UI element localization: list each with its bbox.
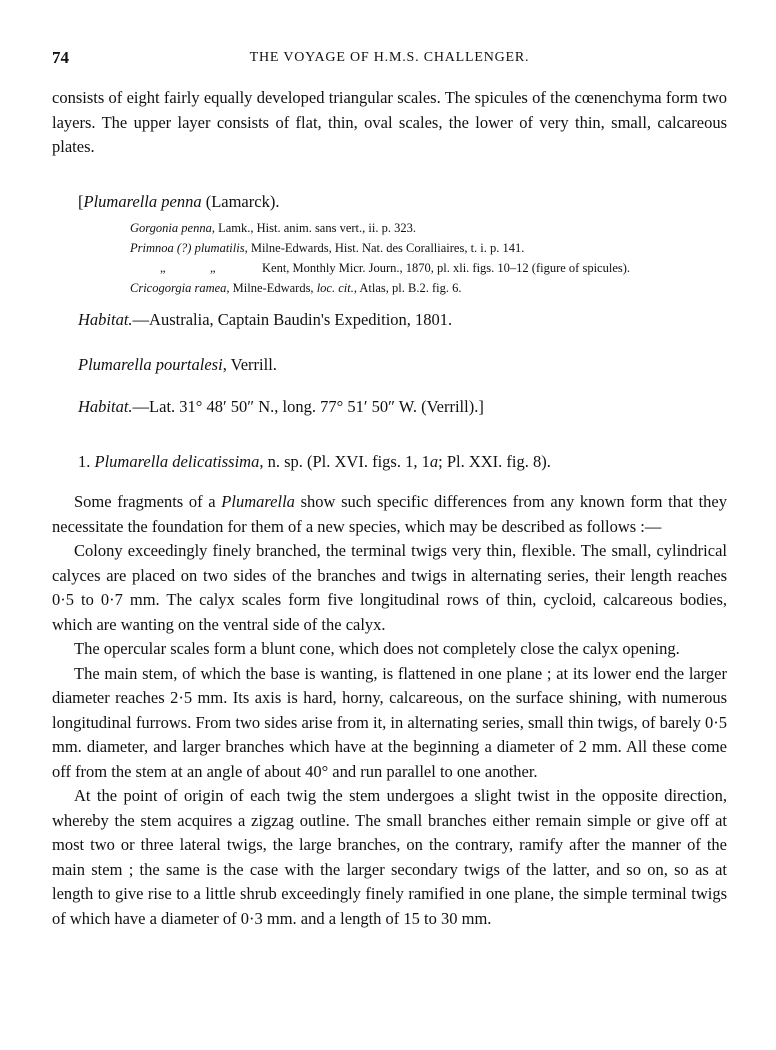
synonym-reference: , Atlas, pl. B.2. fig. 6. [353,281,462,295]
description-paragraph: Colony exceedingly finely branched, the terminal twigs very thin, flexible. The small, cylindrical calyces are placed on two sides of the branches and twigs in alternating series, their length reaches 0·5 to 0·7 mm. The calyx scales form five longitudinal rows of thin, cycloid, calcareous bodies, which are wanting on the ventral side of the calyx. [52,541,727,634]
intro-paragraph: consists of eight fairly equally developed triangular scales. The spicules of the cœnenchyma form two layers. The upper layer consists of flat, thin, oval scales, the lower of very thin, small, calcareous plates. [52,88,727,156]
synonym-name: Primnoa (?) plumatilis [130,241,245,255]
synonym-name: Gorgonia penna [130,221,212,235]
synonym-reference: , Milne-Edwards, [226,281,317,295]
synonym-reference: Kent, Monthly Micr. Journ., 1870, pl. xli. figs. 10–12 (figure of spicules). [262,261,631,275]
ditto-mark: „ [210,261,216,275]
open-bracket: [ [78,191,84,211]
species-name: Plumarella delicatissima [94,451,260,471]
synonym-reference: , Lamk., Hist. anim. sans vert., ii. p. 323. [211,221,416,235]
ditto-marks [130,258,262,278]
species-heading-delicatissima [52,450,727,475]
figure-letter: a [429,451,439,471]
synonym-entry [130,278,727,298]
species-heading-penna [52,190,727,215]
species-heading-pourtalesi [52,353,727,378]
description-paragraph [52,490,727,539]
species-name: Plumarella pourtalesi [78,354,223,374]
description-paragraph: At the point of origin of each twig the stem undergoes a slight twist in the opposite direction, whereby the stem acquires a zigzag outline. The small branches either remain simple or give off at most two or three lateral twigs, the large branches, on the contrary, ramify after the manner of the main stem ; the same is the case with the larger secondary twigs of the latter, and so on, so as at length to give rise to a little shrub exceedingly finely ramified in one plane, the simple terminal twigs of which have a diameter of 0·3 mm. and a length of 15 to 30 mm. [52,786,727,928]
page-body [52,86,727,931]
species-author: (Lamarck). [201,191,280,211]
paragraph-text: show such specific differences from any known form that they necessitate the foundation for them of a new species, which may be described as follows :— [52,492,727,536]
synonym-entry [130,238,727,258]
synonym-entry [130,258,727,278]
species-number: 1. [78,451,95,471]
figure-reference: , n. sp. (Pl. XVI. figs. 1, 1 [259,451,430,471]
synonym-reference-italic: loc. cit. [316,281,354,295]
paragraph-text: Some fragments of a [74,492,222,511]
habitat-text: —Lat. 31° 48′ 50″ N., long. 77° 51′ 50″ W. (Verrill).] [132,397,484,416]
running-title: THE VOYAGE OF H.M.S. CHALLENGER. [249,50,530,65]
description-paragraph: The main stem, of which the base is wanting, is flattened in one plane ; at its lower end the larger diameter reaches 2·5 mm. Its axis is hard, horny, calcareous, on the surface shining, with numerous longitudinal furrows. From two sides arise from it, in alternating series, small thin twigs, of barely 0·5 mm. diameter, and larger branches which have at the beginning a diameter of 2 mm. All these come off from the stem at an angle of about 40° and run parallel to one another. [52,663,727,781]
page-header [52,48,727,72]
species-author: , Verrill. [222,354,277,374]
ditto-mark: „ [160,261,166,275]
habitat-text: —Australia, Captain Baudin's Expedition, 1801. [132,310,453,329]
figure-reference: ; Pl. XXI. fig. 8). [438,451,551,471]
habitat-label: Habitat. [78,310,133,329]
genus-name: Plumarella [221,492,295,511]
synonym-name: Cricogorgia ramea [130,281,227,295]
habitat-label: Habitat. [78,397,133,416]
page-number: 74 [52,48,69,67]
species-name: Plumarella penna [83,191,202,211]
synonym-reference: , Milne-Edwards, Hist. Nat. des Coralliaires, t. i. p. 141. [244,241,525,255]
habitat-line-penna [52,308,727,333]
habitat-line-pourtalesi [52,395,727,420]
description-paragraph: The opercular scales form a blunt cone, which does not completely close the calyx opening. [74,639,680,658]
synonymy-list [52,218,727,298]
synonym-entry [130,218,727,238]
